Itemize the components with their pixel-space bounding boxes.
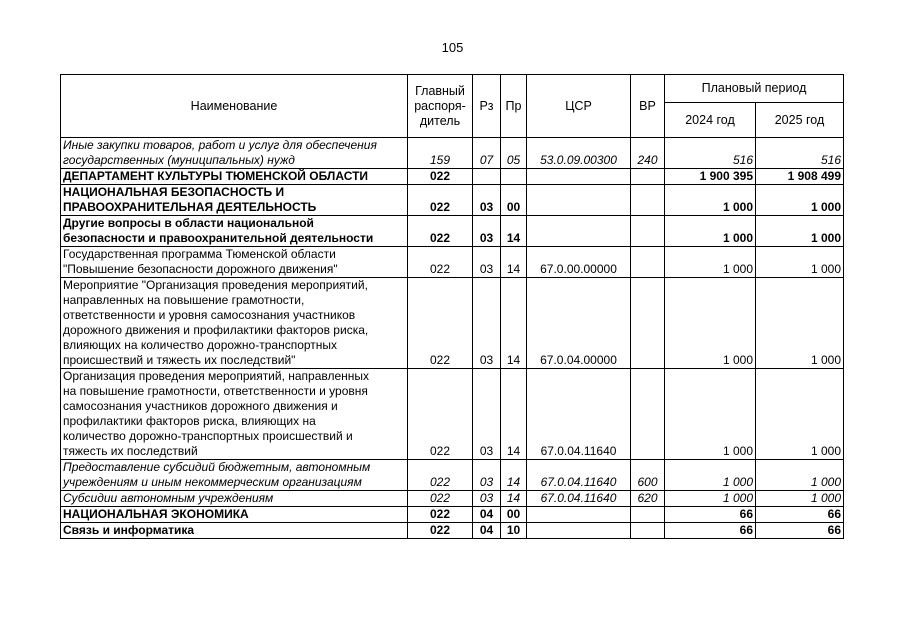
page-number: 105 bbox=[441, 40, 464, 55]
rz-cell: 03 bbox=[473, 216, 501, 247]
row-name-cell bbox=[61, 460, 408, 491]
rz-cell: 07 bbox=[473, 138, 501, 169]
header-main-manager-line1: Главный bbox=[415, 83, 465, 98]
header-year-2025: 2025 год bbox=[756, 103, 844, 138]
table-row bbox=[61, 491, 844, 507]
header-main-manager bbox=[408, 75, 473, 138]
pr-cell bbox=[501, 169, 527, 185]
amount-2025-cell: 1 000 bbox=[756, 185, 844, 216]
row-name-line: направленных на повышение грамотности, bbox=[63, 293, 305, 307]
header-main-manager-line3: дитель bbox=[419, 113, 461, 128]
amount-2024-cell: 1 000 bbox=[665, 369, 756, 460]
table-row bbox=[61, 278, 844, 369]
main-manager-cell: 022 bbox=[408, 185, 473, 216]
row-name-line: учреждениям и иным некоммерческим организациям bbox=[63, 475, 362, 489]
amount-2024-cell: 516 bbox=[665, 138, 756, 169]
table-row bbox=[61, 169, 844, 185]
main-manager-cell: 022 bbox=[408, 491, 473, 507]
row-name-line: "Повышение безопасности дорожного движения" bbox=[63, 262, 338, 276]
row-name-line: НАЦИОНАЛЬНАЯ БЕЗОПАСНОСТЬ И bbox=[63, 185, 285, 199]
header-vr: ВР bbox=[631, 75, 665, 138]
vr-cell bbox=[631, 169, 665, 185]
header-rz: Рз bbox=[473, 75, 501, 138]
csr-cell: 67.0.04.11640 bbox=[527, 460, 631, 491]
main-manager-cell: 022 bbox=[408, 278, 473, 369]
vr-cell bbox=[631, 369, 665, 460]
main-manager-cell: 159 bbox=[408, 138, 473, 169]
amount-2024-cell: 1 000 bbox=[665, 460, 756, 491]
row-name-cell bbox=[61, 185, 408, 216]
table-row bbox=[61, 523, 844, 539]
header-name: Наименование bbox=[61, 75, 408, 138]
row-name-line: Государственная программа Тюменской области bbox=[63, 247, 336, 261]
budget-table bbox=[60, 74, 844, 539]
amount-2025-cell: 1 000 bbox=[756, 247, 844, 278]
amount-2025-cell: 1 908 499 bbox=[756, 169, 844, 185]
table-body bbox=[61, 138, 844, 539]
rz-cell: 03 bbox=[473, 247, 501, 278]
amount-2025-cell: 1 000 bbox=[756, 369, 844, 460]
row-name-line: самосознания участников дорожного движения и bbox=[63, 399, 338, 413]
pr-cell: 14 bbox=[501, 491, 527, 507]
row-name-line: Иные закупки товаров, работ и услуг для обеспечения bbox=[63, 138, 377, 152]
table-header bbox=[61, 75, 844, 138]
amount-2024-cell: 1 000 bbox=[665, 247, 756, 278]
pr-cell: 14 bbox=[501, 278, 527, 369]
row-name-line: количество дорожно-транспортных происшествий и bbox=[63, 429, 353, 443]
row-name-cell bbox=[61, 523, 408, 539]
row-name-line: профилактики факторов риска, влияющих на bbox=[63, 414, 316, 428]
row-name-line: безопасности и правоохранительной деятельности bbox=[63, 231, 374, 245]
csr-cell bbox=[527, 507, 631, 523]
amount-2024-cell: 66 bbox=[665, 523, 756, 539]
row-name-cell bbox=[61, 507, 408, 523]
amount-2025-cell: 66 bbox=[756, 523, 844, 539]
vr-cell bbox=[631, 278, 665, 369]
pr-cell: 14 bbox=[501, 369, 527, 460]
table-row bbox=[61, 216, 844, 247]
amount-2025-cell: 1 000 bbox=[756, 216, 844, 247]
pr-cell: 05 bbox=[501, 138, 527, 169]
pr-cell: 00 bbox=[501, 185, 527, 216]
rz-cell: 03 bbox=[473, 185, 501, 216]
row-name-cell bbox=[61, 247, 408, 278]
vr-cell bbox=[631, 523, 665, 539]
row-name-line: ДЕПАРТАМЕНТ КУЛЬТУРЫ ТЮМЕНСКОЙ ОБЛАСТИ bbox=[63, 169, 369, 183]
pr-cell: 10 bbox=[501, 523, 527, 539]
row-name-cell bbox=[61, 491, 408, 507]
vr-cell bbox=[631, 507, 665, 523]
row-name-line: государственных (муниципальных) нужд bbox=[63, 153, 295, 167]
amount-2024-cell: 1 000 bbox=[665, 491, 756, 507]
amount-2025-cell: 1 000 bbox=[756, 460, 844, 491]
amount-2024-cell: 1 000 bbox=[665, 278, 756, 369]
csr-cell bbox=[527, 169, 631, 185]
row-name-line: дорожного движения и профилактики факторов риска, bbox=[63, 323, 369, 337]
table-row bbox=[61, 138, 844, 169]
main-manager-cell: 022 bbox=[408, 507, 473, 523]
amount-2024-cell: 1 900 395 bbox=[665, 169, 756, 185]
table-row bbox=[61, 507, 844, 523]
table-row bbox=[61, 369, 844, 460]
header-year-2024: 2024 год bbox=[665, 103, 756, 138]
csr-cell: 67.0.04.11640 bbox=[527, 491, 631, 507]
row-name-cell bbox=[61, 369, 408, 460]
row-name-line: ответственности и уровня самосознания участников bbox=[63, 308, 356, 322]
row-name-line: Субсидии автономным учреждениям bbox=[63, 491, 274, 505]
header-csr: ЦСР bbox=[527, 75, 631, 138]
row-name-line: ПРАВООХРАНИТЕЛЬНАЯ ДЕЯТЕЛЬНОСТЬ bbox=[63, 200, 317, 214]
vr-cell: 620 bbox=[631, 491, 665, 507]
amount-2025-cell: 516 bbox=[756, 138, 844, 169]
row-name-line: Связь и информатика bbox=[63, 523, 195, 537]
pr-cell: 00 bbox=[501, 507, 527, 523]
table-row bbox=[61, 185, 844, 216]
csr-cell: 53.0.09.00300 bbox=[527, 138, 631, 169]
csr-cell: 67.0.00.00000 bbox=[527, 247, 631, 278]
amount-2025-cell: 1 000 bbox=[756, 278, 844, 369]
row-name-line: Мероприятие "Организация проведения мероприятий, bbox=[63, 278, 368, 292]
csr-cell: 67.0.04.11640 bbox=[527, 369, 631, 460]
rz-cell: 03 bbox=[473, 369, 501, 460]
row-name-line: на повышение грамотности, ответственности и уровня bbox=[63, 384, 368, 398]
main-manager-cell: 022 bbox=[408, 460, 473, 491]
rz-cell: 04 bbox=[473, 523, 501, 539]
amount-2025-cell: 1 000 bbox=[756, 491, 844, 507]
table-row bbox=[61, 460, 844, 491]
csr-cell bbox=[527, 523, 631, 539]
row-name-cell bbox=[61, 169, 408, 185]
main-manager-cell: 022 bbox=[408, 523, 473, 539]
row-name-line: Организация проведения мероприятий, направленных bbox=[63, 369, 370, 383]
csr-cell bbox=[527, 185, 631, 216]
main-manager-cell: 022 bbox=[408, 169, 473, 185]
rz-cell: 03 bbox=[473, 460, 501, 491]
row-name-line: Другие вопросы в области национальной bbox=[63, 216, 314, 230]
row-name-line: происшествий и тяжесть их последствий" bbox=[63, 353, 296, 367]
vr-cell bbox=[631, 185, 665, 216]
row-name-cell bbox=[61, 138, 408, 169]
rz-cell: 03 bbox=[473, 491, 501, 507]
row-name-line: НАЦИОНАЛЬНАЯ ЭКОНОМИКА bbox=[63, 507, 249, 521]
row-name-cell bbox=[61, 278, 408, 369]
rz-cell bbox=[473, 169, 501, 185]
csr-cell bbox=[527, 216, 631, 247]
table-row bbox=[61, 247, 844, 278]
vr-cell: 240 bbox=[631, 138, 665, 169]
pr-cell: 14 bbox=[501, 460, 527, 491]
vr-cell bbox=[631, 216, 665, 247]
header-main-manager-line2: распоря- bbox=[414, 98, 466, 113]
main-manager-cell: 022 bbox=[408, 216, 473, 247]
amount-2024-cell: 66 bbox=[665, 507, 756, 523]
rz-cell: 04 bbox=[473, 507, 501, 523]
row-name-line: тяжесть их последствий bbox=[63, 444, 198, 458]
pr-cell: 14 bbox=[501, 247, 527, 278]
pr-cell: 14 bbox=[501, 216, 527, 247]
amount-2025-cell: 66 bbox=[756, 507, 844, 523]
main-manager-cell: 022 bbox=[408, 369, 473, 460]
main-manager-cell: 022 bbox=[408, 247, 473, 278]
amount-2024-cell: 1 000 bbox=[665, 216, 756, 247]
amount-2024-cell: 1 000 bbox=[665, 185, 756, 216]
row-name-line: влияющих на количество дорожно-транспортных bbox=[63, 338, 338, 352]
vr-cell: 600 bbox=[631, 460, 665, 491]
row-name-cell bbox=[61, 216, 408, 247]
vr-cell bbox=[631, 247, 665, 278]
row-name-line: Предоставление субсидий бюджетным, автономным bbox=[63, 460, 371, 474]
rz-cell: 03 bbox=[473, 278, 501, 369]
header-pr: Пр bbox=[501, 75, 527, 138]
csr-cell: 67.0.04.00000 bbox=[527, 278, 631, 369]
header-planned-period: Плановый период bbox=[665, 75, 844, 103]
